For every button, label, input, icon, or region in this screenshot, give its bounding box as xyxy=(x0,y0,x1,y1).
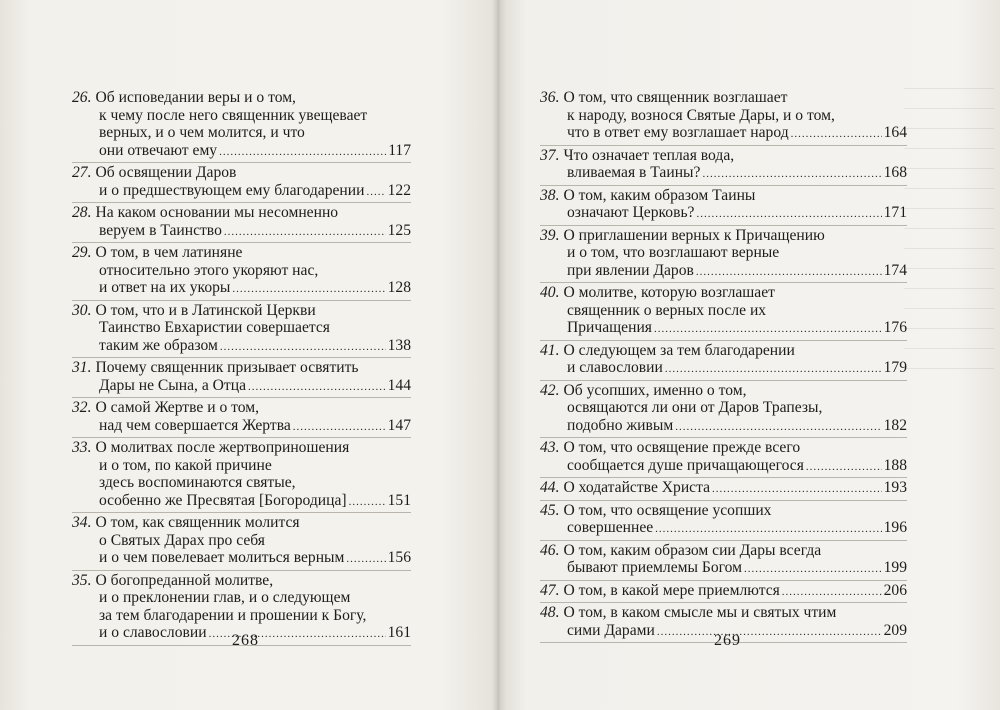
toc-entry-text: Что означает теплая вода, xyxy=(563,146,735,164)
dot-leader xyxy=(224,224,386,242)
toc-entry-line: верных, и о чем молится, и что xyxy=(99,124,305,141)
toc-entry-last-line xyxy=(540,359,907,379)
toc-entry-text: О самой Жертве и о том, xyxy=(95,399,260,416)
toc-entry xyxy=(540,478,907,501)
toc-entry xyxy=(72,203,411,243)
toc-entry-last-line xyxy=(72,182,411,202)
toc-entry-first-line xyxy=(540,502,907,520)
toc-entry-text: Об исповедании веры и о том, xyxy=(95,89,296,106)
toc-entry-first-line xyxy=(540,439,907,457)
toc-entry xyxy=(72,88,411,163)
toc-entry-number: 28. xyxy=(72,204,92,221)
toc-entry-last-line xyxy=(72,492,411,512)
toc-entry-title: и о славословии xyxy=(99,624,207,641)
toc-entry-line: священник о верных после их xyxy=(567,301,767,319)
left-page-number: 268 xyxy=(232,632,259,649)
toc-entry-title: особенно же Пресвятая [Богородица] xyxy=(99,491,347,509)
toc-entry-number: 46. xyxy=(540,541,560,559)
toc-entry-first-line xyxy=(72,244,411,262)
toc-entry xyxy=(72,243,411,301)
toc-entry-text: Об освящении Даров xyxy=(95,164,237,181)
dot-leader xyxy=(232,281,385,299)
dot-leader xyxy=(696,264,882,282)
dot-leader xyxy=(657,624,882,642)
toc-entry-number: 29. xyxy=(72,244,92,261)
toc-entry-title: бывают приемлемы Богом xyxy=(567,559,742,576)
toc-entry-number: 45. xyxy=(540,501,560,519)
toc-entry-title: при явлении Даров xyxy=(567,261,694,279)
toc-entry-number: 32. xyxy=(72,399,92,416)
toc-entry-line: и о том, по какой причине xyxy=(99,456,272,474)
toc-entry-title: и ответ на их укоры xyxy=(99,279,231,296)
toc-entry-number: 26. xyxy=(72,89,92,106)
toc-entry-line: относительно этого укоряют нас, xyxy=(99,261,319,279)
toc-entry-page: 125 xyxy=(387,221,411,239)
toc-entry-text: Почему священник призывает освятить xyxy=(95,359,359,376)
toc-entry-first-line xyxy=(540,604,907,622)
toc-entry xyxy=(540,186,907,226)
toc-entry-title: сообщается душе причащающегося xyxy=(567,456,804,474)
toc-entry-text: О том, что священник возглашает xyxy=(563,89,788,106)
toc-entry-first-line xyxy=(72,572,411,590)
dot-leader xyxy=(346,551,385,569)
dot-leader xyxy=(675,419,881,437)
toc-entry-text: О молитвах после жертвоприношения xyxy=(95,439,350,456)
right-page-number: 269 xyxy=(714,632,741,649)
toc-entry-text: О том, как священник молится xyxy=(95,514,300,531)
toc-entry-text: О том, в каком смысле мы и святых чтим xyxy=(563,604,837,621)
toc-entry-number: 27. xyxy=(72,164,92,181)
toc-entry-title: и о чем повелевает молиться верным xyxy=(99,549,345,566)
toc-entry-title: они отвечают ему xyxy=(99,141,218,159)
toc-entry-last-line xyxy=(540,457,907,477)
toc-entry-text: О молитве, которую возглашает xyxy=(563,284,775,301)
toc-entry-number: 39. xyxy=(540,226,560,244)
dot-leader xyxy=(220,339,386,357)
dot-leader xyxy=(791,126,882,144)
toc-entry-page: 161 xyxy=(387,624,411,641)
toc-entry xyxy=(72,398,411,438)
toc-entry-title: таким же образом xyxy=(99,336,218,354)
toc-entry-first-line xyxy=(540,542,907,560)
toc-entry-title: веруем в Таинство xyxy=(99,221,222,239)
toc-entry-line: к народу, вознося Святые Дары, и о том, xyxy=(567,106,835,124)
toc-entry-first-line xyxy=(72,204,411,222)
toc-entry-first-line xyxy=(540,147,907,165)
toc-entry-title: Дары не Сына, а Отца xyxy=(99,376,246,394)
toc-entry-last-line xyxy=(540,417,907,437)
left-page xyxy=(0,0,498,710)
toc-entry-page: 209 xyxy=(883,621,907,639)
toc-entry-number: 31. xyxy=(72,359,92,376)
toc-entry-number: 33. xyxy=(72,439,92,456)
toc-entry xyxy=(540,341,907,381)
toc-entry-title: и славословии xyxy=(567,359,663,376)
toc-entry-last-line xyxy=(72,279,411,299)
toc-entry xyxy=(540,581,907,604)
toc-entry-last-line xyxy=(72,377,411,397)
toc-entry-title: О ходатайстве Христа xyxy=(563,479,711,496)
toc-entry-page: 128 xyxy=(387,279,411,296)
toc-entry-number: 35. xyxy=(72,571,92,589)
dot-leader xyxy=(696,206,881,224)
toc-entry xyxy=(540,381,907,439)
toc-entry-title: О том, в какой мере приемлются xyxy=(563,581,780,599)
toc-entry-first-line xyxy=(540,382,907,400)
toc-entry xyxy=(540,88,907,146)
book-gutter xyxy=(492,0,506,710)
toc-entry-last-line xyxy=(540,204,907,224)
toc-entry-number: 34. xyxy=(72,514,92,531)
toc-entry-number: 37. xyxy=(540,146,560,164)
toc-entry-text: О следующем за тем благодарении xyxy=(563,341,795,359)
toc-entry-page: 138 xyxy=(387,336,411,354)
toc-entry-text: О том, что освящение прежде всего xyxy=(563,439,801,456)
toc-entry-title: и о предшествующем ему благодарении xyxy=(99,181,365,199)
toc-entry-line: Таинство Евхаристии совершается xyxy=(99,319,330,336)
toc-entry-first-line xyxy=(72,399,411,417)
dot-leader xyxy=(744,561,882,579)
toc-entry xyxy=(540,541,907,581)
toc-entry-text: О том, что и в Латинской Церкви xyxy=(95,301,316,319)
toc-entry-last-line xyxy=(540,164,907,184)
toc-entry-title: вливаемая в Таины? xyxy=(567,164,701,181)
toc-entry-title: Причащения xyxy=(567,319,652,336)
toc-entry xyxy=(72,301,411,359)
toc-entry-page: 193 xyxy=(883,479,907,496)
toc-entry-page: 199 xyxy=(883,559,907,576)
toc-entry xyxy=(540,226,907,284)
toc-entry-page: 171 xyxy=(883,204,907,221)
toc-entry xyxy=(72,163,411,203)
toc-entry-last-line xyxy=(72,222,411,242)
toc-entry xyxy=(540,146,907,186)
toc-entry-number: 44. xyxy=(540,479,560,496)
toc-entry-text: На каком основании мы несомненно xyxy=(95,204,339,221)
toc-entry xyxy=(72,513,411,571)
show-through-text xyxy=(904,88,994,388)
toc-entry-number: 48. xyxy=(540,604,560,621)
toc-entry-title: что в ответ ему возглашает народ xyxy=(567,124,789,141)
dot-leader xyxy=(655,521,881,539)
toc-entry-page: 206 xyxy=(883,581,907,599)
toc-entry-first-line xyxy=(72,514,411,532)
toc-entry-line: здесь воспоминаются святые, xyxy=(99,474,296,491)
toc-entry-page: 182 xyxy=(883,416,907,434)
dot-leader xyxy=(248,379,386,397)
toc-entry-title: означают Церковь? xyxy=(567,204,695,221)
toc-entry-last-line xyxy=(72,417,411,437)
toc-entry-first-line xyxy=(72,164,411,182)
toc-entry-last-line xyxy=(72,142,411,162)
dot-leader xyxy=(654,321,882,339)
dot-leader xyxy=(665,361,882,379)
toc-entry-first-line xyxy=(72,439,411,457)
toc-entry-title: подобно живым xyxy=(567,416,674,434)
dot-leader xyxy=(219,144,386,162)
toc-entry-number: 42. xyxy=(540,381,560,399)
toc-entry-page: 179 xyxy=(883,359,907,376)
right-page xyxy=(498,0,1000,710)
toc-entry-title: сими Дарами xyxy=(567,621,655,639)
toc-entry-first-line xyxy=(540,89,907,107)
toc-entry-last-line xyxy=(540,319,907,339)
toc-entry-number: 36. xyxy=(540,89,560,106)
toc-entry-page: 151 xyxy=(387,491,411,509)
right-toc xyxy=(540,88,907,643)
toc-entry-number: 38. xyxy=(540,186,560,204)
toc-entry-first-line xyxy=(72,359,411,377)
dot-leader xyxy=(349,494,386,512)
toc-entry-title: над чем совершается Жертва xyxy=(99,416,291,434)
toc-entry-text: О том, в чем латиняне xyxy=(95,244,243,261)
toc-entry-page: 164 xyxy=(883,124,907,141)
toc-entry xyxy=(72,358,411,398)
toc-entry-last-line xyxy=(540,582,907,602)
dot-leader xyxy=(702,166,881,184)
toc-entry-number: 40. xyxy=(540,284,560,301)
toc-entry-last-line xyxy=(72,337,411,357)
toc-entry xyxy=(540,501,907,541)
toc-entry-first-line xyxy=(540,284,907,302)
toc-entry-text: О том, что освящение усопших xyxy=(563,501,772,519)
toc-entry-number: 41. xyxy=(540,341,560,359)
toc-entry xyxy=(540,438,907,478)
toc-entry-last-line xyxy=(540,519,907,539)
toc-entry-first-line xyxy=(540,187,907,205)
toc-entry-page: 174 xyxy=(883,261,907,279)
toc-entry-last-line xyxy=(540,124,907,144)
toc-entry xyxy=(540,283,907,341)
dot-leader xyxy=(806,459,882,477)
toc-entry-line: и о преклонении глав, и о следующем xyxy=(99,589,351,606)
dot-leader xyxy=(712,481,882,499)
toc-entry-line: освящаются ли они от Даров Трапезы, xyxy=(567,399,823,416)
dot-leader xyxy=(366,184,385,202)
toc-entry-line: и о том, что возглашают верные xyxy=(567,244,780,261)
dot-leader xyxy=(782,584,882,602)
toc-entry-text: О том, каким образом Таины xyxy=(563,186,756,204)
toc-entry-text: О том, каким образом сии Дары всегда xyxy=(563,541,822,559)
toc-entry-page: 176 xyxy=(883,319,907,336)
toc-entry xyxy=(72,438,411,513)
toc-entry-first-line xyxy=(72,302,411,320)
toc-entry-text: О приглашении верных к Причащению xyxy=(563,226,825,244)
toc-entry-line: к чему после него священник увещевает xyxy=(99,106,368,124)
toc-entry-first-line xyxy=(72,89,411,107)
toc-entry-page: 147 xyxy=(387,416,411,434)
toc-entry-page: 188 xyxy=(883,456,907,474)
toc-entry-page: 122 xyxy=(387,181,411,199)
toc-entry-page: 117 xyxy=(388,141,411,159)
toc-entry-line: за тем благодарении и прошении к Богу, xyxy=(99,606,367,624)
toc-entry-line: о Святых Дарах про себя xyxy=(99,531,265,549)
toc-entry-text: О богопреданной молитве, xyxy=(95,571,274,589)
toc-entry-title: совершеннее xyxy=(567,519,654,536)
toc-entry-first-line xyxy=(540,342,907,360)
toc-entry-page: 144 xyxy=(387,376,411,394)
left-toc xyxy=(72,88,411,646)
toc-entry-number: 47. xyxy=(540,581,560,599)
toc-entry-first-line xyxy=(540,227,907,245)
toc-entry-page: 156 xyxy=(387,549,411,566)
toc-entry-last-line xyxy=(540,262,907,282)
toc-entry-last-line xyxy=(72,549,411,569)
dot-leader xyxy=(293,419,386,437)
toc-entry-last-line xyxy=(540,479,907,499)
toc-entry-text: Об усопших, именно о том, xyxy=(563,381,747,399)
toc-entry-page: 168 xyxy=(883,164,907,181)
toc-entry-number: 30. xyxy=(72,301,92,319)
toc-entry-last-line xyxy=(540,559,907,579)
toc-entry-number: 43. xyxy=(540,439,560,456)
toc-entry-page: 196 xyxy=(883,519,907,536)
